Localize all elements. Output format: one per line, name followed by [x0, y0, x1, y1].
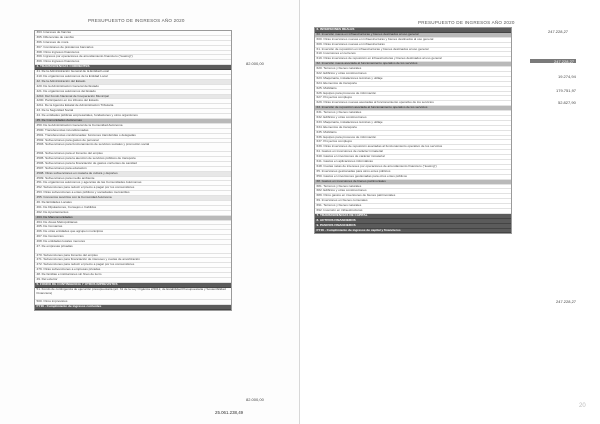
table-row: 451. De organismos autónomos y agencias de las Comunidades Autónomas — [35, 181, 231, 186]
section-heading-row: 9. PASIVOS FINANCIEROS — [315, 224, 511, 229]
section-heading-row: 7. TRANSFERENCIAS DE CAPITAL — [315, 214, 511, 219]
table-row: 369. Otros ingresos financieros — [35, 60, 231, 65]
table-row: 452. Subvenciones para reducir el precio a pagar por los consumidores — [35, 186, 231, 191]
table-row: 472. Subvenciones para reducir el precio a pagar por los consumidores — [35, 263, 231, 268]
table-row: 4509. Subvenciones para medio ambiente — [35, 177, 231, 182]
table-row: 636. Equipos para procesos de información — [315, 136, 511, 141]
total-value: 25.061.238,49 — [215, 410, 244, 415]
section-heading-row: FY16 - Cumplimiento de ingresos corrientes — [35, 305, 231, 310]
income-table — [34, 30, 232, 311]
table-row: 627. Proyectos complejos — [315, 96, 511, 101]
table-row: 692. Inversión en infraestructuras — [315, 209, 511, 214]
right-page — [300, 0, 600, 424]
section-heading-row: 6. INVERSIONES REALES — [315, 28, 511, 33]
table-row: 470. Subvenciones para fomento del empleo — [35, 254, 231, 259]
amount-inversiones: 247.228,27 — [548, 29, 569, 34]
table-row: 637. Proyectos complejos — [315, 140, 511, 145]
table-row: 689. Otros gastos en inversiones de bienes patrimoniales — [315, 194, 511, 199]
amount-629: 52.827,90 — [558, 100, 576, 105]
amount-transferencias: 82.000,00 — [246, 61, 264, 66]
table-row: 4506. Subvenciones para la financiación de gastos corrientes de sanidad — [35, 162, 231, 167]
table-row: 625. Mobiliario — [315, 87, 511, 92]
amount-626: 179.751,97 — [556, 88, 577, 93]
table-row: 682. Edificios y otras construcciones — [315, 189, 511, 194]
table-row: 4501. Transferencias condicionadas: funciones transferidas o delegadas — [35, 134, 231, 139]
table-row: 421. De organismos autónomos del Estado — [35, 90, 231, 95]
table-row: 622. Edificios y otras construcciones — [315, 72, 511, 77]
table-row: 366. Intereses de mora — [35, 41, 231, 46]
section-heading-row: FY16 - Cumplimiento de ingresos de capital y financieros — [315, 229, 511, 234]
section-heading-row: 8. ACTIVOS FINANCIEROS — [315, 219, 511, 224]
table-row: 462. De Ayuntamientos — [35, 211, 231, 216]
table-row: 650. Gastos en inversiones gestionadas para otros entes públicos — [315, 175, 511, 180]
amount-623: 19.274,94 — [558, 74, 576, 79]
table-row: 49. Del exterior — [35, 278, 231, 283]
table-row: 626. Equipos para procesos de información — [315, 92, 511, 97]
table-row: 41. De la Administración General de la Entidad Local — [35, 70, 231, 75]
table-row: 609. Otras inversiones nuevas en infraestructuras — [315, 43, 511, 48]
table-row: 4507. Subvenciones para educación — [35, 167, 231, 172]
table-row: 610. Inversiones en terrenos — [315, 52, 511, 57]
table-row: 4500. Transferencias incondicionadas — [35, 129, 231, 134]
table-row: 62. Inversión nueva asociada al funcionamiento operativo de los servicios — [315, 62, 511, 67]
amount-fondo: 82.000,00 — [246, 397, 264, 402]
table-row: 632. Edificios y otras construcciones — [315, 116, 511, 121]
table-row: 631. Terrenos y bienes naturales — [315, 111, 511, 116]
table-row: 4505. Subvenciones para la atención de servicios públicos de transporte — [35, 157, 231, 162]
table-row: 681. Terrenos y bienes naturales — [315, 185, 511, 190]
table-row: 600. Otras inversiones nuevas en infraestructuras y bienes destinados al uso general — [315, 38, 511, 43]
table-row: 4504. Subvenciones para el fomento del empleo — [35, 152, 231, 157]
table-row: 43. De la Seguridad Social — [35, 109, 231, 114]
table-row: 61. Inversión de reposición en infraestructuras y bienes destinados al uso general — [315, 48, 511, 53]
table-row: 633. Maquinaria, instalaciones técnicas y utillaje — [315, 121, 511, 126]
table-row: 620. Terrenos y bienes naturales — [315, 67, 511, 72]
table-row: 4508. Otras subvenciones en materia de cultura y deportes — [35, 172, 231, 177]
investment-table — [314, 27, 512, 234]
table-row: 51. Fondo de contingencia de ejecución presupuestaria (art. 31 de la Ley Orgánica 2/2012, de Estabilidad Presupuestaria y Sostenibilidad Financiera) — [35, 288, 231, 300]
table-row: 464. De Áreas Metropolitanas — [35, 221, 231, 226]
table-row: 68. Gastos en inversiones de bienes patrimoniales — [315, 180, 511, 185]
table-row: 648. Cuotas netas de intereses por operaciones de arrendamiento financiero ("leasing") — [315, 165, 511, 170]
table-row: 44. De entidades públicas empresariales, fundaciones y otros organismos — [35, 114, 231, 119]
table-row: 365. Diferencias de cambio — [35, 36, 231, 41]
table-row: 641. Gastos en aplicaciones informáticas — [315, 160, 511, 165]
table-row: 369. Ingresos por operaciones de arrendamiento financiero ("leasing") — [35, 55, 231, 60]
table-row: 363. Intereses de fianzas — [35, 31, 231, 36]
table-row: 635. Mobiliario — [315, 131, 511, 136]
table-row: 4502. Subvenciones para gastos de personal — [35, 139, 231, 144]
page-title: PRESUPUESTO DE INGRESOS AÑO 2020 — [418, 20, 515, 25]
table-row: 634. Elementos de transporte — [315, 126, 511, 131]
table-row: 455. Convenios suscritos con la Comunidad Autónoma — [35, 196, 231, 201]
table-row: 450. De la Administración General de la Comunidad Autónoma — [35, 124, 231, 129]
table-row: 619. Otras inversiones de reposición en infraestructuras y bienes destinados al uso general — [315, 57, 511, 62]
table-row: 45. De Comunidades Autónomas — [35, 119, 231, 124]
table-row: 629. Otras inversiones nuevas asociadas al funcionamiento operativo de los servicios — [315, 101, 511, 106]
table-row: 63. Inversión de reposición asociada al funcionamiento operativo de los servicios — [315, 106, 511, 111]
table-row: 623. Maquinaria, instalaciones técnicas y utillaje — [315, 77, 511, 82]
table-row: 69. Inversiones en bienes comunales — [315, 199, 511, 204]
table-row: 453. Otras subvenciones a entes públicos y sociedades mercantiles — [35, 191, 231, 196]
table-row: 47. De empresas privadas — [35, 245, 231, 254]
section-heading-row: 5. FONDO DE CONTINGENCIA Y OTROS IMPREVISTOS — [35, 283, 231, 288]
table-row: 639. Otras inversiones de reposición asociadas al funcionamiento operativo de los servicios — [315, 145, 511, 150]
table-row: 461. De Diputaciones, Consejos o Cabildos — [35, 206, 231, 211]
table-row: 500. Otros imprevistos — [35, 300, 231, 305]
table-row: 4200. Participación en los tributos del Estado — [35, 99, 231, 104]
amount-highlight: 247.228,27 — [554, 59, 575, 64]
table-row: 4503. Subvenciones para funcionamiento de servicios sociales y promoción social — [35, 143, 231, 152]
table-row: 368. Otros ingresos financieros — [35, 51, 231, 56]
table-row: 624. Elementos de transporte — [315, 82, 511, 87]
table-row: 468. De entidades locales menores — [35, 240, 231, 245]
table-row: 65. Inversiones gestionadas para otros entes públicos — [315, 170, 511, 175]
table-row: 367. Comisiones de préstamos bancarios — [35, 46, 231, 51]
table-row: 42. De la Administración del Estado — [35, 80, 231, 85]
table-row: 479. Otras subvenciones a empresas privadas — [35, 268, 231, 273]
page-title: PRESUPUESTO DE INGRESOS AÑO 2020 — [88, 18, 185, 23]
table-row: 4211. De la Agencia Estatal de Administración Tributaria — [35, 104, 231, 109]
table-row: 463. De Mancomunidades — [35, 216, 231, 221]
page-number: 20 — [579, 403, 586, 409]
table-row: 410. De organismos autónomos de la Entidad Local — [35, 75, 231, 80]
table-row: 420. De la Administración General del Estado — [35, 85, 231, 90]
section-heading-row: 4. TRANSFERENCIAS CORRIENTES — [35, 65, 231, 70]
table-row: 4210. Del Fondo Nacional de Cooperación Municipal — [35, 95, 231, 100]
table-row: 46. De Entidades Locales — [35, 201, 231, 206]
table-row: 467. De Consorcios — [35, 235, 231, 240]
table-row: 465. De Comarcas — [35, 225, 231, 230]
table-row: 48. De familias e instituciones sin fines de lucro — [35, 273, 231, 278]
table-row: 640. Gastos en inversiones de carácter inmaterial — [315, 155, 511, 160]
total-value: 247.228,27 — [556, 299, 577, 304]
table-row: 64. Gastos en inversiones de carácter inmaterial — [315, 150, 511, 155]
table-row: 466. De otras entidades que agrupen municipios — [35, 230, 231, 235]
table-row: 691. Terrenos y bienes naturales — [315, 204, 511, 209]
table-row: 471. Subvenciones para financiación de intereses y cuotas de amortización — [35, 258, 231, 263]
table-row: 60. Inversión nueva en infraestructuras y bienes destinados al uso general — [315, 33, 511, 38]
